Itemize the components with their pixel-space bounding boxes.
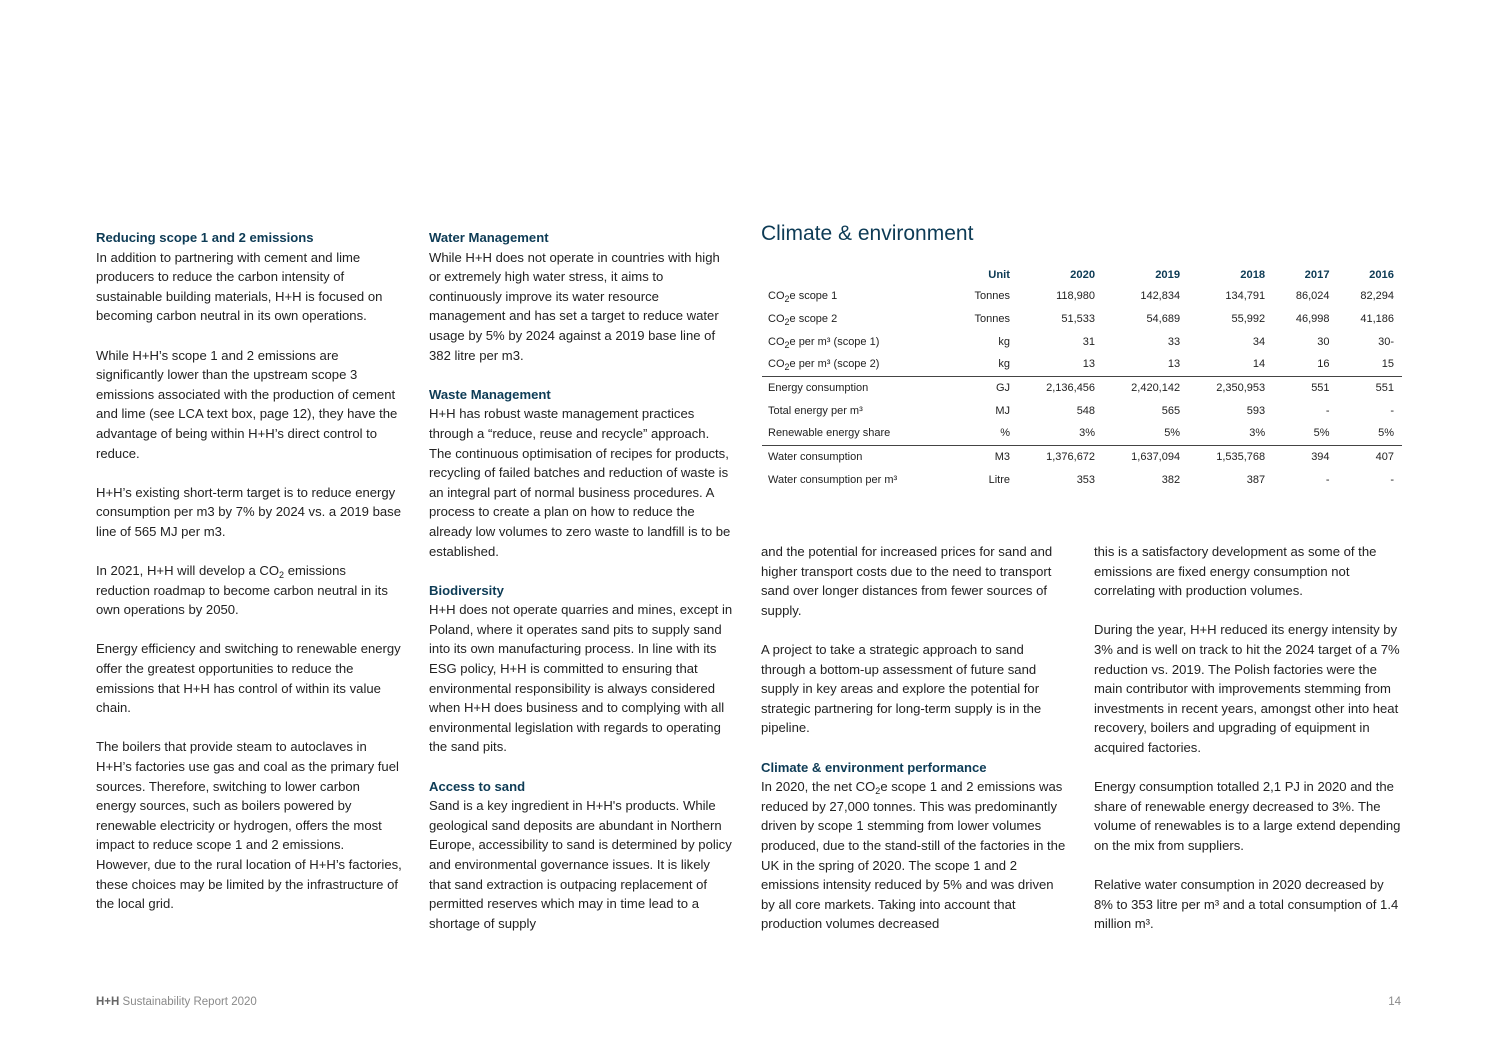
value-cell: 13 [1167, 358, 1181, 371]
value-cell: 2,136,456 [1018, 376, 1103, 399]
column-1 [96, 228, 402, 933]
section-heading-biodiversity: Biodiversity [429, 582, 504, 598]
value-cell: 55,992 [1231, 313, 1266, 326]
table-row [762, 399, 1402, 422]
column-2 [429, 228, 735, 953]
value-cell: - [1390, 404, 1394, 417]
value-cell: 134,791 [1225, 290, 1266, 303]
paragraph [96, 561, 402, 620]
footer-brand: H+H [96, 996, 120, 1008]
header-cell: 2016 [1369, 269, 1394, 281]
text-run: e per m³ (scope 1) [789, 335, 880, 348]
value-cell: 34 [1252, 335, 1266, 348]
section-heading-scope-emissions: Reducing scope 1 and 2 emissions [96, 230, 314, 245]
text-run: Water consumption [768, 451, 863, 464]
paragraph: H+H’s existing short-term target is to reduce energy consumption per m3 by 7% by 2024 vs. a 2019 base line of 565 MJ per m3. [96, 484, 401, 539]
table-header-row [762, 265, 1402, 285]
value-cell: - [1390, 473, 1394, 486]
value-cell: 30- [1378, 335, 1394, 348]
row-label [762, 445, 946, 468]
table-row [762, 330, 1402, 353]
footer-report-name [96, 996, 257, 1008]
paragraph: Energy efficiency and switching to renewable energy offer the greatest opportunities to reduce the emissions that H+H has control of within its value chain. [96, 641, 401, 716]
text-run: Energy consumption [768, 382, 869, 395]
value-cell: 118,980 [1056, 290, 1096, 303]
value-cell: 33 [1167, 335, 1181, 348]
row-label [762, 308, 946, 331]
text-run: e scope 2 [789, 313, 838, 326]
text-run: In 2020, the net CO [761, 779, 876, 795]
table-title: Climate & environment [761, 222, 974, 245]
header-cell: 2018 [1240, 269, 1266, 281]
text-run: Water consumption per m³ [768, 473, 898, 486]
paragraph: A project to take a strategic approach to sand through a bottom-up assessment of future sand supply in key areas and explore the potential for strategic partnering for long-term supply is in the pipeline. [761, 641, 1042, 736]
paragraph: While H+H’s scope 1 and 2 emissions are significantly lower than the upstream scope 3 emissions associated with the production of cement and lime (see LCA text box, page 12), they have the advantage of being within H+H’s direct control to reduce. [96, 347, 398, 461]
header-cell: Unit [988, 269, 1010, 281]
paragraph: While H+H does not operate in countries with high or extremely high water stress, it aims to continuously improve its water resource management and has set a target to reduce water usage by 5% by 2024 against a 2019 base line of 382 litre per m3. [429, 249, 720, 363]
value-cell: 13 [1082, 358, 1096, 371]
unit-cell: MJ [995, 404, 1010, 417]
section-heading-sand: Access to sand [429, 778, 526, 794]
climate-environment-table [762, 265, 1402, 491]
unit-cell: Tonnes [974, 290, 1010, 303]
value-cell: 54,689 [1146, 313, 1181, 326]
value-cell: 1,637,094 [1103, 445, 1188, 468]
header-cell-label [762, 265, 946, 285]
unit-cell: kg [998, 358, 1010, 371]
paragraph: Sand is a key ingredient in H+H's products. While geological sand deposits are abundant in Northern Europe, accessibility to sand is determined by policy and environmental governance issues. It is likely that sand extraction is outpacing replacement of permitted reserves which may in time lead to a shortage of supply [429, 798, 732, 931]
unit-cell: kg [998, 335, 1010, 348]
header-cell: 2017 [1304, 269, 1330, 281]
subscript: 2 [279, 570, 285, 581]
row-label [762, 285, 946, 308]
section-heading-water: Water Management [429, 230, 549, 245]
value-cell: 46,998 [1295, 313, 1330, 326]
row-label [762, 422, 946, 445]
value-cell: 1,376,672 [1018, 445, 1103, 468]
unit-cell: Litre [988, 473, 1010, 486]
text-run: CO [768, 290, 785, 303]
table-row [762, 285, 1402, 308]
text-run: e scope 1 and 2 emissions was reduced by 27,000 tonnes. This was predominantly driven by scope 1 stemming from lower volumes produced, due to the stand-still of the factories in the UK in the spring of 2020. The scope 1 and 2 emissions intensity reduced by 5% and was driven by all core markets. Taking into account that production volumes decreased [761, 779, 1066, 932]
value-cell: 387 [1246, 473, 1266, 486]
paragraph: H+H does not operate quarries and mines, except in Poland, where it operates sand pits to supply sand into its own manufacturing process. In line with its ESG policy, H+H is committed to ensuring that environmental responsibility is always considered when H+H does business and to complying with all environmental legislation with regards to operating the sand pits. [429, 602, 733, 755]
table-row [762, 376, 1402, 399]
column-3 [761, 542, 1067, 953]
text-run: emissions reduction roadmap to become carbon neutral in its own operations by 2050. [96, 563, 388, 618]
paragraph: Energy consumption totalled 2,1 PJ in 2020 and the share of renewable energy decreased to 3%. The volume of renewables is to a large extend depending on the mix from suppliers. [1094, 779, 1401, 853]
table-body [762, 285, 1402, 491]
text-run: CO [768, 313, 785, 326]
subscript: 2 [784, 294, 790, 305]
value-cell: 142,834 [1140, 290, 1181, 303]
value-cell: 16 [1317, 358, 1330, 371]
section-heading-performance: Climate & environment performance [761, 759, 987, 775]
value-cell: 30 [1317, 335, 1330, 348]
value-cell: 5% [1313, 427, 1330, 440]
value-cell: 2,350,953 [1188, 376, 1273, 399]
section-heading-waste: Waste Management [429, 386, 551, 402]
unit-cell: M3 [946, 445, 1018, 468]
value-cell: 565 [1161, 404, 1181, 417]
unit-cell: % [1000, 427, 1010, 440]
table-row [762, 353, 1402, 376]
table-row [762, 469, 1402, 492]
paragraph: The boilers that provide steam to autoclaves in H+H’s factories use gas and coal as the primary fuel sources. Therefore, switching to lower carbon energy sources, such as boilers powered by renewable electricity or hydrogen, offers the most impact to reduce scope 1 and 2 emissions. However, due to the rural location of H+H’s factories, these choices may be limited by the infrastructure of the local grid. [96, 739, 402, 912]
value-cell: 548 [1076, 404, 1096, 417]
text-run: CO [768, 335, 785, 348]
value-cell: - [1325, 404, 1330, 417]
subscript: 2 [784, 317, 790, 328]
value-cell: 1,535,768 [1188, 445, 1273, 468]
value-cell: 2,420,142 [1103, 376, 1188, 399]
text-run: e scope 1 [789, 290, 838, 303]
text-run: CO [768, 358, 785, 371]
row-label [762, 353, 946, 376]
footer-report-title: Sustainability Report 2020 [119, 996, 257, 1008]
table-row [762, 422, 1402, 445]
row-label [762, 330, 946, 353]
value-cell: 353 [1076, 473, 1096, 486]
text-run: Total energy per m³ [768, 404, 863, 417]
header-cell: 2020 [1070, 269, 1096, 281]
value-cell: 407 [1338, 445, 1402, 468]
column-4 [1094, 542, 1404, 953]
header-cell: 2019 [1155, 269, 1181, 281]
text-run: In 2021, H+H will develop a CO [96, 563, 280, 579]
paragraph [761, 777, 1067, 934]
row-label [762, 469, 946, 492]
value-cell: 15 [1381, 358, 1394, 371]
value-cell: 31 [1082, 335, 1096, 348]
subscript: 2 [784, 362, 790, 373]
table-row [762, 308, 1402, 331]
value-cell: 551 [1273, 376, 1337, 399]
row-label [762, 376, 946, 399]
text-run: e per m³ (scope 2) [789, 358, 880, 371]
row-label [762, 399, 946, 422]
paragraph: and the potential for increased prices for sand and higher transport costs due to the need to transport sand over longer distances from fewer sources of supply. [761, 544, 1053, 618]
value-cell: 3% [1249, 427, 1266, 440]
text-run: Renewable energy share [768, 427, 891, 440]
value-cell: 51,533 [1061, 313, 1096, 326]
paragraph: During the year, H+H reduced its energy intensity by 3% and is well on track to hit the 2024 target of a 7% reduction vs. 2019. The Polish factories were the main contributor with improvements stemming from investments in recent years, amongst other into heat recovery, boilers and upgrading of equipment in acquired factories. [1094, 622, 1400, 755]
unit-cell: Tonnes [974, 313, 1010, 326]
page-number: 14 [1388, 996, 1401, 1008]
subscript: 2 [875, 786, 881, 797]
subscript: 2 [784, 339, 790, 350]
value-cell: 382 [1161, 473, 1181, 486]
paragraph: H+H has robust waste management practices through a “reduce, reuse and recycle” approach. The continuous optimisation of recipes for products, recycling of failed batches and reduction of waste is an integral part of normal business procedures. A process to create a plan on how to reduce the already low volumes to zero waste to landfill is to be established. [429, 406, 731, 559]
value-cell: 593 [1246, 404, 1266, 417]
value-cell: 5% [1164, 427, 1181, 440]
paragraph: In addition to partnering with cement and lime producers to reduce the carbon intensity of sustainable building materials, H+H is focused on becoming carbon neutral in its own operations. [96, 249, 383, 324]
value-cell: 3% [1079, 427, 1096, 440]
value-cell: 394 [1273, 445, 1337, 468]
table-row [762, 445, 1402, 468]
paragraph: Relative water consumption in 2020 decreased by 8% to 353 litre per m³ and a total consumption of 1.4 million m³. [1094, 877, 1399, 932]
paragraph: this is a satisfactory development as some of the emissions are fixed energy consumption not correlating with production volumes. [1094, 544, 1377, 599]
value-cell: 5% [1378, 427, 1394, 440]
unit-cell: GJ [946, 376, 1018, 399]
value-cell: 82,294 [1360, 290, 1394, 303]
value-cell: 86,024 [1295, 290, 1330, 303]
value-cell: - [1325, 473, 1330, 486]
value-cell: 14 [1252, 358, 1266, 371]
value-cell: 41,186 [1360, 313, 1394, 326]
value-cell: 551 [1338, 376, 1402, 399]
